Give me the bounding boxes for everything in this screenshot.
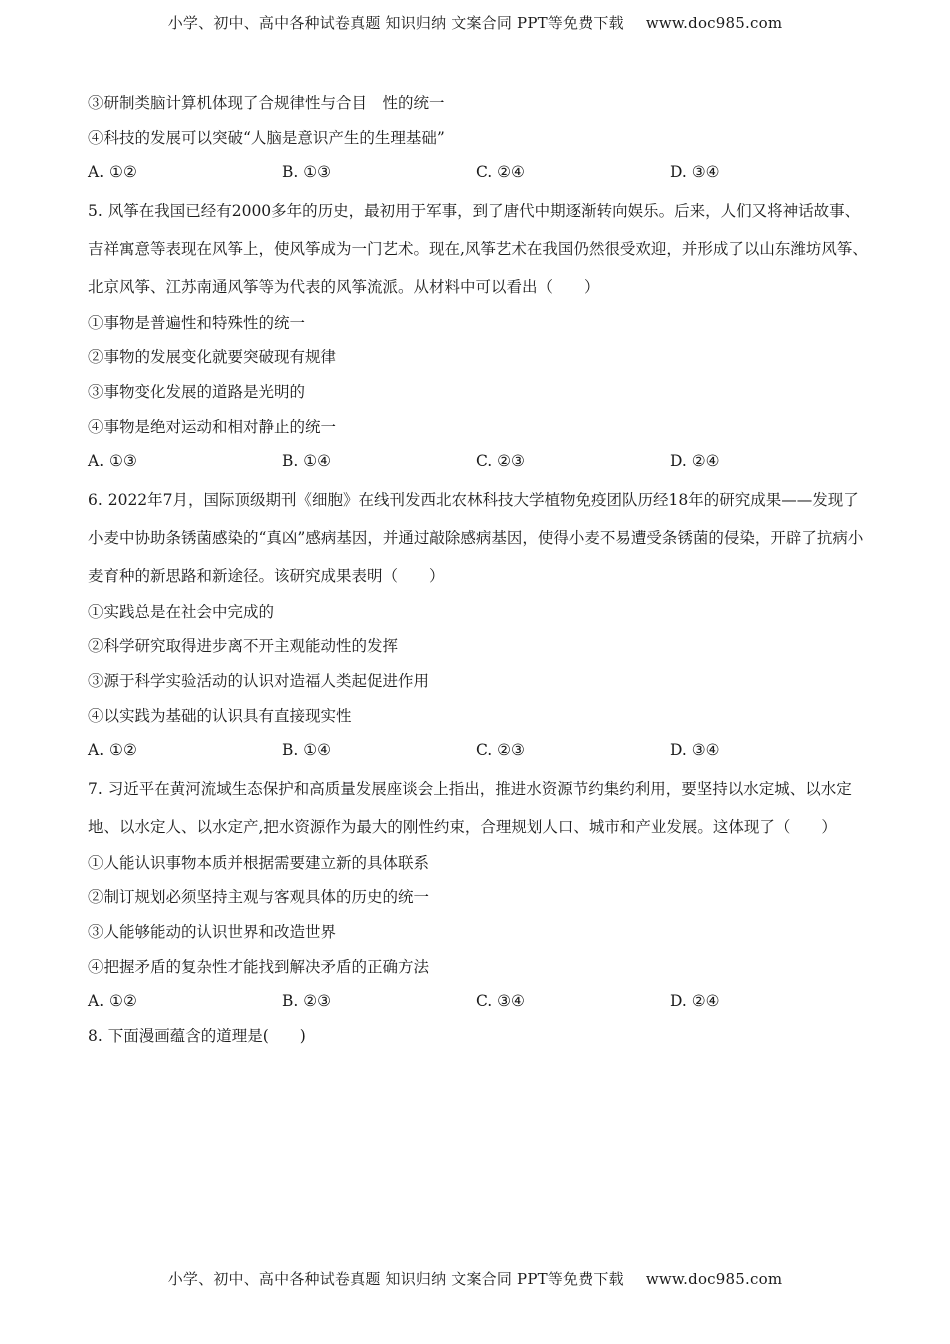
q5-item-4: ④事物是绝对运动和相对静止的统一 xyxy=(88,417,337,436)
question-5 xyxy=(88,192,868,479)
q5-item-1: ①事物是普遍性和特殊性的统一 xyxy=(88,313,306,332)
footer-text: 小学、初中、高中各种试卷真题 知识归纳 文案合同 PPT等免费下载 xyxy=(167,1270,624,1288)
q6-option-b[interactable]: B. ①④ xyxy=(282,741,332,760)
question-6 xyxy=(88,481,868,768)
q7-stem: 7. 习近平在黄河流域生态保护和高质量发展座谈会上指出，推进水资源节约集约利用，要坚持以水定城、以水定地、以水定人、以水定产,把水资源作为最大的刚性约束，合理规划人口、城市和产业发展。这体现了（ ） xyxy=(88,779,852,836)
q7-option-d[interactable]: D. ②④ xyxy=(670,992,720,1011)
header-site-link[interactable]: www.doc985.com xyxy=(645,14,783,32)
q7-option-a[interactable]: A. ①② xyxy=(88,992,137,1011)
q5-stem: 5. 风筝在我国已经有2000多年的历史，最初用于军事，到了唐代中期逐渐转向娱乐。后来，人们又将神话故事、吉祥寓意等表现在风筝上，使风筝成为一门艺术。现在,风筝艺术在我国仍然很受欢迎，并形成了以山东潍坊风筝、北京风筝、江苏南通风筝等为代表的风筝流派。从材料中可以看出（ ） xyxy=(88,201,868,296)
q5-item-3: ③事物变化发展的道路是光明的 xyxy=(88,382,306,401)
q7-options xyxy=(88,984,868,1019)
q6-stem: 6. 2022年7月，国际顶级期刊《细胞》在线刊发西北农林科技大学植物免疫团队历经18年的研究成果——发现了小麦中协助条锈菌感染的“真凶”感病基因，并通过敲除感病基因，使得小麦不易遭受条锈菌的侵染，开辟了抗病小麦育种的新思路和新途径。该研究成果表明（ ） xyxy=(88,490,864,585)
q6-item-4: ④以实践为基础的认识具有直接现实性 xyxy=(88,706,352,725)
q6-option-c[interactable]: C. ②③ xyxy=(476,741,525,760)
q6-option-d[interactable]: D. ③④ xyxy=(670,741,720,760)
q7-item-4: ④把握矛盾的复杂性才能找到解决矛盾的正确方法 xyxy=(88,957,430,976)
q6-item-1: ①实践总是在社会中完成的 xyxy=(88,602,275,621)
q4-option-d[interactable]: D. ③④ xyxy=(670,163,720,182)
q4-option-a[interactable]: A. ①② xyxy=(88,163,137,182)
q7-option-c[interactable]: C. ③④ xyxy=(476,992,525,1011)
q5-option-d[interactable]: D. ②④ xyxy=(670,452,720,471)
q6-options xyxy=(88,733,868,768)
q7-item-1: ①人能认识事物本质并根据需要建立新的具体联系 xyxy=(88,853,430,872)
q4-options xyxy=(88,155,868,190)
question-7 xyxy=(88,770,868,1019)
q5-option-c[interactable]: C. ②③ xyxy=(476,452,525,471)
q5-option-b[interactable]: B. ①④ xyxy=(282,452,332,471)
q4-option-b[interactable]: B. ①③ xyxy=(282,163,332,182)
q6-item-2: ②科学研究取得进步离不开主观能动性的发挥 xyxy=(88,637,399,656)
page-header xyxy=(0,12,950,33)
q7-item-3: ③人能够能动的认识世界和改造世界 xyxy=(88,922,337,941)
header-text: 小学、初中、高中各种试卷真题 知识归纳 文案合同 PPT等免费下载 xyxy=(167,14,624,32)
q4-item-4: ④科技的发展可以突破“人脑是意识产生的生理基础” xyxy=(88,128,445,147)
question-8 xyxy=(88,1019,868,1054)
page-footer xyxy=(0,1268,950,1289)
q7-option-b[interactable]: B. ②③ xyxy=(282,992,332,1011)
q8-stem: 8. 下面漫画蕴含的道理是( ) xyxy=(88,1026,306,1045)
q4-item-3: ③研制类脑计算机体现了合规律性与合目 性的统一 xyxy=(88,94,445,112)
q5-option-a[interactable]: A. ①③ xyxy=(88,452,137,471)
q5-options xyxy=(88,444,868,479)
question-content xyxy=(88,86,868,1053)
q4-option-c[interactable]: C. ②④ xyxy=(476,163,525,182)
question-4 xyxy=(88,86,868,190)
footer-site-link[interactable]: www.doc985.com xyxy=(645,1270,783,1288)
q6-option-a[interactable]: A. ①② xyxy=(88,741,137,760)
q7-item-2: ②制订规划必须坚持主观与客观具体的历史的统一 xyxy=(88,888,430,907)
q5-item-2: ②事物的发展变化就要突破现有规律 xyxy=(88,348,337,367)
q6-item-3: ③源于科学实验活动的认识对造福人类起促进作用 xyxy=(88,671,430,690)
